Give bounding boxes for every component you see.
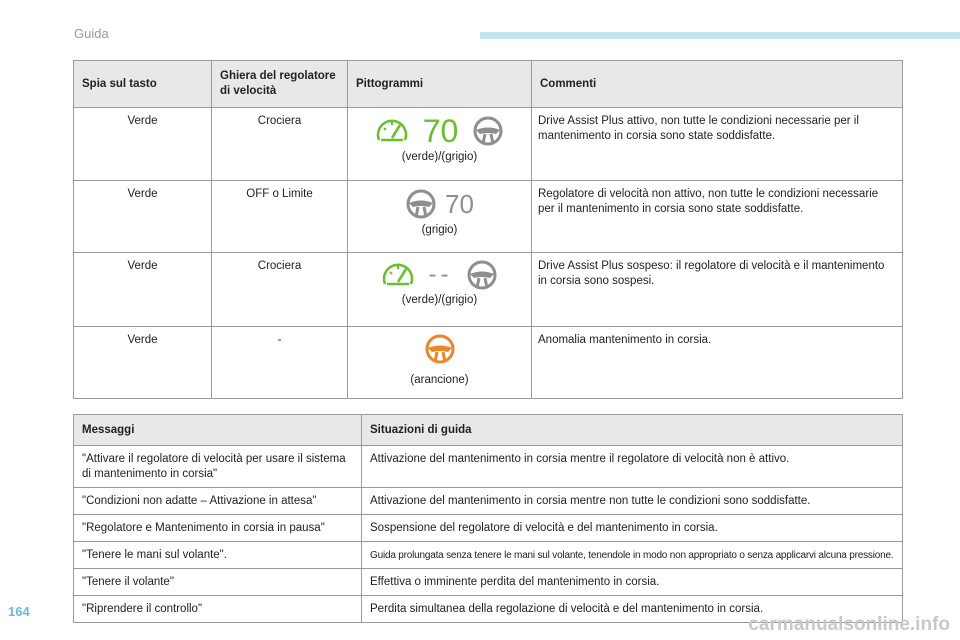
- cell-situation: Sospensione del regolatore di velocità e del mantenimento in corsia.: [362, 515, 903, 542]
- table-row: [74, 253, 903, 327]
- cell-message: "Tenere il volante": [74, 569, 362, 596]
- steering-wheel-icon: [466, 259, 498, 291]
- header-pittogrammi: Pittogrammi: [348, 61, 532, 108]
- cell-comment: Drive Assist Plus sospeso: il regolatore di velocità e il mantenimento in corsia sono sospesi.: [532, 253, 903, 327]
- cell-situation: Perdita simultanea della regolazione di velocità e del mantenimento in corsia.: [362, 596, 903, 623]
- table-header-row: [74, 61, 903, 108]
- table-row: [74, 181, 903, 253]
- header-commenti: Commenti: [532, 61, 903, 108]
- picto-caption: (arancione): [410, 374, 469, 386]
- cell-ghiera: Crociera: [212, 253, 348, 327]
- cell-picto: [348, 108, 532, 181]
- cell-spia: Verde: [74, 327, 212, 399]
- cell-situation: Guida prolungata senza tenere le mani sul volante, tenendole in modo non appropriato o senza applicarvi alcuna pressione.: [362, 542, 903, 569]
- table-row: [74, 515, 903, 542]
- cell-message: "Attivare il regolatore di velocità per usare il sistema di mantenimento in corsia": [74, 446, 362, 488]
- cell-spia: Verde: [74, 108, 212, 181]
- speedometer-icon: [375, 116, 409, 146]
- header-situazioni: Situazioni di guida: [362, 415, 903, 446]
- cell-picto: [348, 181, 532, 253]
- cell-comment: Anomalia mantenimento in corsia.: [532, 327, 903, 399]
- cell-comment: Regolatore di velocità non attivo, non tutte le condizioni necessarie per il mantenimento in corsia sono state soddisfatte.: [532, 181, 903, 253]
- table-row: [74, 446, 903, 488]
- cell-message: "Riprendere il controllo": [74, 596, 362, 623]
- pictogram-table: [73, 60, 903, 399]
- cell-comment: Drive Assist Plus attivo, non tutte le condizioni necessarie per il mantenimento in corsia sono state soddisfatte.: [532, 108, 903, 181]
- header-ghiera: Ghiera del regolatore di velocità: [212, 61, 348, 108]
- cell-spia: Verde: [74, 181, 212, 253]
- cell-situation: Attivazione del mantenimento in corsia mentre il regolatore di velocità non è attivo.: [362, 446, 903, 488]
- table-row: [74, 327, 903, 399]
- watermark: carmanualsonline.info: [748, 614, 950, 635]
- cell-ghiera: Crociera: [212, 108, 348, 181]
- cell-spia: Verde: [74, 253, 212, 327]
- picto-caption: (verde)/(grigio): [401, 151, 478, 163]
- cell-message: "Condizioni non adatte – Attivazione in attesa": [74, 488, 362, 515]
- speed-value: 70: [445, 189, 474, 219]
- cell-ghiera: OFF o Limite: [212, 181, 348, 253]
- page-number: 164: [8, 604, 30, 619]
- cell-message: "Regolatore e Mantenimento in corsia in pausa": [74, 515, 362, 542]
- cell-message: "Tenere le mani sul volante".: [74, 542, 362, 569]
- picto-caption: (verde)/(grigio): [401, 294, 478, 306]
- cell-picto: [348, 253, 532, 327]
- table-row: [74, 488, 903, 515]
- steering-wheel-icon: [424, 333, 456, 365]
- speedometer-icon: [381, 260, 415, 290]
- section-title: Guida: [74, 26, 109, 41]
- speed-value: 70: [422, 113, 459, 149]
- header-spia: Spia sul tasto: [74, 61, 212, 108]
- table-header-row: [74, 415, 903, 446]
- messages-table: [73, 414, 903, 623]
- cell-situation: Effettiva o imminente perdita del mantenimento in corsia.: [362, 569, 903, 596]
- cell-picto: [348, 327, 532, 399]
- cell-ghiera: -: [212, 327, 348, 399]
- table-row: [74, 569, 903, 596]
- steering-wheel-icon: [472, 115, 504, 147]
- header-bar: [480, 32, 960, 39]
- table-row: [74, 542, 903, 569]
- steering-wheel-icon: [405, 188, 437, 220]
- table-row: [74, 108, 903, 181]
- speed-value: --: [428, 261, 453, 288]
- header-messaggi: Messaggi: [74, 415, 362, 446]
- cell-situation: Attivazione del mantenimento in corsia mentre non tutte le condizioni sono soddisfatte.: [362, 488, 903, 515]
- picto-caption: (grigio): [421, 224, 458, 236]
